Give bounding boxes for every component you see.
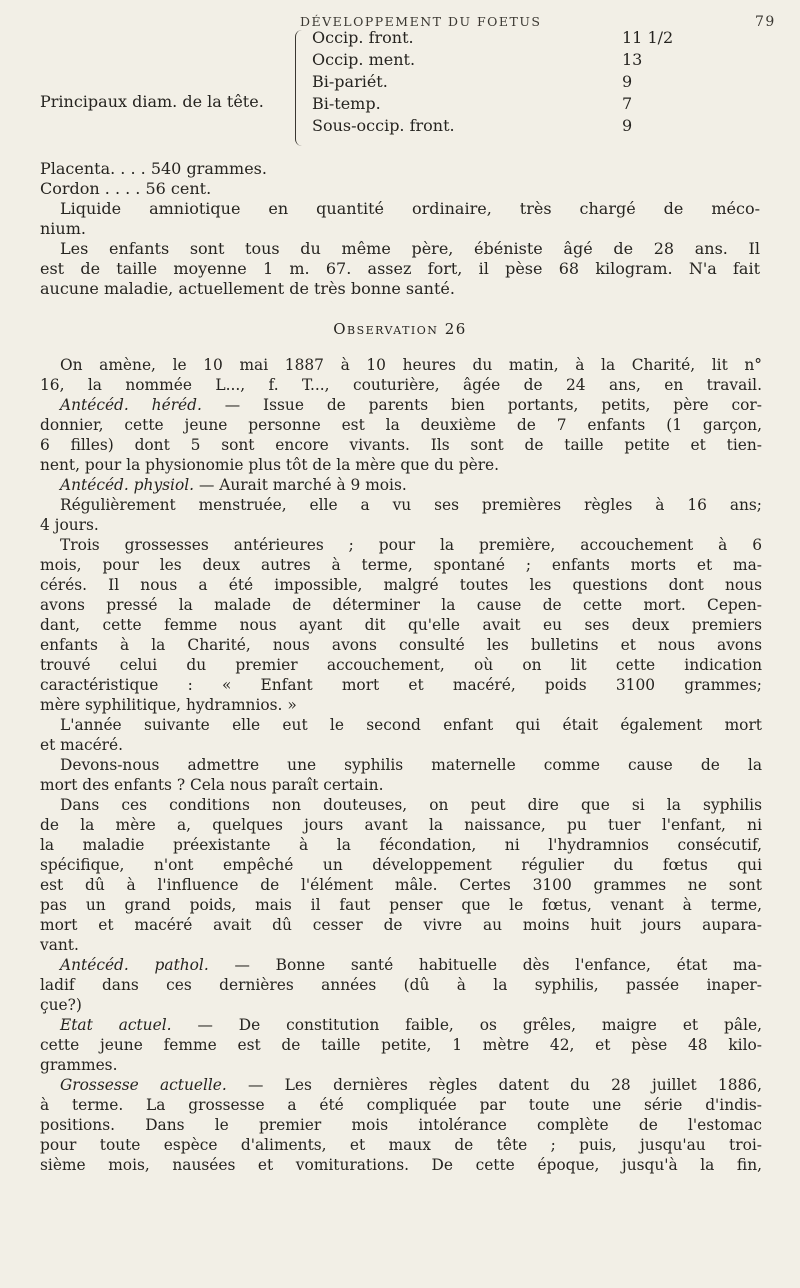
diameter-name: Occip. ment. <box>312 50 416 69</box>
text-line: Grossesse actuelle. — Les dernières règles datent du 28 juillet 1886, <box>60 1076 762 1094</box>
text-line: grammes. <box>40 1056 118 1074</box>
text-line: 16, la nommée L..., f. T..., couturière, âgée de 24 ans, en travail. <box>40 376 762 394</box>
text-line: Antécéd. pathol. — Bonne santé habituelle dès l'enfance, état ma- <box>60 956 762 974</box>
text-line: avons pressé la malade de déterminer la cause de cette mort. Cepen- <box>40 596 762 614</box>
curly-brace <box>295 30 306 146</box>
text-line: Liquide amniotique en quantité ordinaire, très chargé de méco- <box>60 199 760 218</box>
diameter-value: 9 <box>622 116 633 135</box>
text-line: Les enfants sont tous du même père, ébéniste âgé de 28 ans. Il <box>60 239 760 258</box>
text-line: Antécéd. héréd. — Issue de parents bien portants, petits, père cor- <box>60 396 762 414</box>
text-line: cérés. Il nous a été impossible, malgré toutes les questions dont nous <box>40 576 762 594</box>
diameter-row <box>312 116 732 138</box>
diameter-value: 13 <box>622 50 643 69</box>
text-line: Cordon . . . . 56 cent. <box>40 179 212 198</box>
diameter-name: Sous-occip. front. <box>312 116 455 135</box>
text-line: caractéristique : « Enfant mort et macéré, poids 3100 grammes; <box>40 676 762 694</box>
text-line: spécifique, n'ont empêché un développement régulier du fœtus qui <box>40 856 762 874</box>
text-line: pour toute espèce d'aliments, et maux de tête ; puis, jusqu'au troi- <box>40 1136 762 1154</box>
diameter-name: Occip. front. <box>312 28 414 47</box>
section-label: Antécéd. physiol. <box>60 476 195 494</box>
text-line: Devons-nous admettre une syphilis maternelle comme cause de la <box>60 756 762 774</box>
diameter-value: 9 <box>622 72 633 91</box>
text-line: çue?) <box>40 996 82 1014</box>
diameter-row <box>312 72 732 94</box>
diameter-name: Bi-pariét. <box>312 72 388 91</box>
diameter-name: Bi-temp. <box>312 94 381 113</box>
text-line: la maladie préexistante à la fécondation, ni l'hydramnios consécutif, <box>40 836 762 854</box>
text-line: aucune maladie, actuellement de très bonne santé. <box>40 279 455 298</box>
text-line: trouvé celui du premier accouchement, où on lit cette indication <box>40 656 762 674</box>
section-label: Antécéd. héréd. <box>60 396 202 414</box>
diameter-row <box>312 50 732 72</box>
text-line: 4 jours. <box>40 516 99 534</box>
text-line: Antécéd. physiol. — Aurait marché à 9 mois. <box>60 476 407 494</box>
text-line: Trois grossesses antérieures ; pour la première, accouchement à 6 <box>60 536 762 554</box>
text-line: sième mois, nausées et vomiturations. De cette époque, jusqu'à la fin, <box>40 1156 762 1174</box>
text-line: est dû à l'influence de l'élément mâle. Certes 3100 grammes ne sont <box>40 876 762 894</box>
text-line: mort et macéré avait dû cesser de vivre au moins huit jours aupara- <box>40 916 762 934</box>
section-label: Grossesse actuelle. <box>60 1076 227 1094</box>
text-line: nent, pour la physionomie plus tôt de la mère que du père. <box>40 456 500 474</box>
text-line: vant. <box>40 936 79 954</box>
text-line: Régulièrement menstruée, elle a vu ses premières règles à 16 ans; <box>60 496 762 514</box>
text-line: enfants à la Charité, nous avons consulté les bulletins et nous avons <box>40 636 762 654</box>
diameter-value: 11 1/2 <box>622 28 674 47</box>
text-line: à terme. La grossesse a été compliquée par toute une série d'indis- <box>40 1096 762 1114</box>
observation-heading: Observation 26 <box>333 320 467 338</box>
text-line: L'année suivante elle eut le second enfant qui était également mort <box>60 716 762 734</box>
text-line: donnier, cette jeune personne est la deuxième de 7 enfants (1 garçon, <box>40 416 762 434</box>
text-line: Placenta. . . . 540 grammes. <box>40 159 267 178</box>
page-number: 79 <box>755 14 776 30</box>
text-line: Etat actuel. — De constitution faible, os grêles, maigre et pâle, <box>60 1016 762 1034</box>
text-line: mort des enfants ? Cela nous paraît certain. <box>40 776 384 794</box>
diameter-value: 7 <box>622 94 633 113</box>
diameters-label: Principaux diam. de la tête. <box>40 92 264 111</box>
text-line: ladif dans ces dernières années (dû à la syphilis, passée inaper- <box>40 976 762 994</box>
text-line: pas un grand poids, mais il faut penser que le fœtus, venant à terme, <box>40 896 762 914</box>
text-line: mère syphilitique, hydramnios. » <box>40 696 297 714</box>
case-details <box>40 159 760 299</box>
section-label: Antécéd. pathol. <box>60 956 209 974</box>
text-line: de la mère a, quelques jours avant la naissance, pu tuer l'enfant, ni <box>40 816 762 834</box>
text-line: On amène, le 10 mai 1887 à 10 heures du matin, à la Charité, lit n° <box>60 356 762 374</box>
text-line: mois, pour les deux autres à terme, spontané ; enfants morts et ma- <box>40 556 762 574</box>
text-line: dant, cette femme nous ayant dit qu'elle avait eu ses deux premiers <box>40 616 762 634</box>
text-line: cette jeune femme est de taille petite, 1 mètre 42, et pèse 48 kilo- <box>40 1036 762 1054</box>
text-line: positions. Dans le premier mois intolérance complète de l'estomac <box>40 1116 762 1134</box>
running-title: DÉVELOPPEMENT DU FOETUS <box>300 14 542 29</box>
section-label: Etat actuel. <box>60 1016 172 1034</box>
diameter-row <box>312 28 732 50</box>
text-line: est de taille moyenne 1 m. 67. assez fort, il pèse 68 kilogram. N'a fait <box>40 259 760 278</box>
observation-body <box>40 355 762 1175</box>
diameter-row <box>312 94 732 116</box>
text-line: nium. <box>40 219 86 238</box>
text-line: 6 filles) dont 5 sont encore vivants. Ils sont de taille petite et tien- <box>40 436 762 454</box>
text-line: Dans ces conditions non douteuses, on peut dire que si la syphilis <box>60 796 762 814</box>
text-line: et macéré. <box>40 736 124 754</box>
